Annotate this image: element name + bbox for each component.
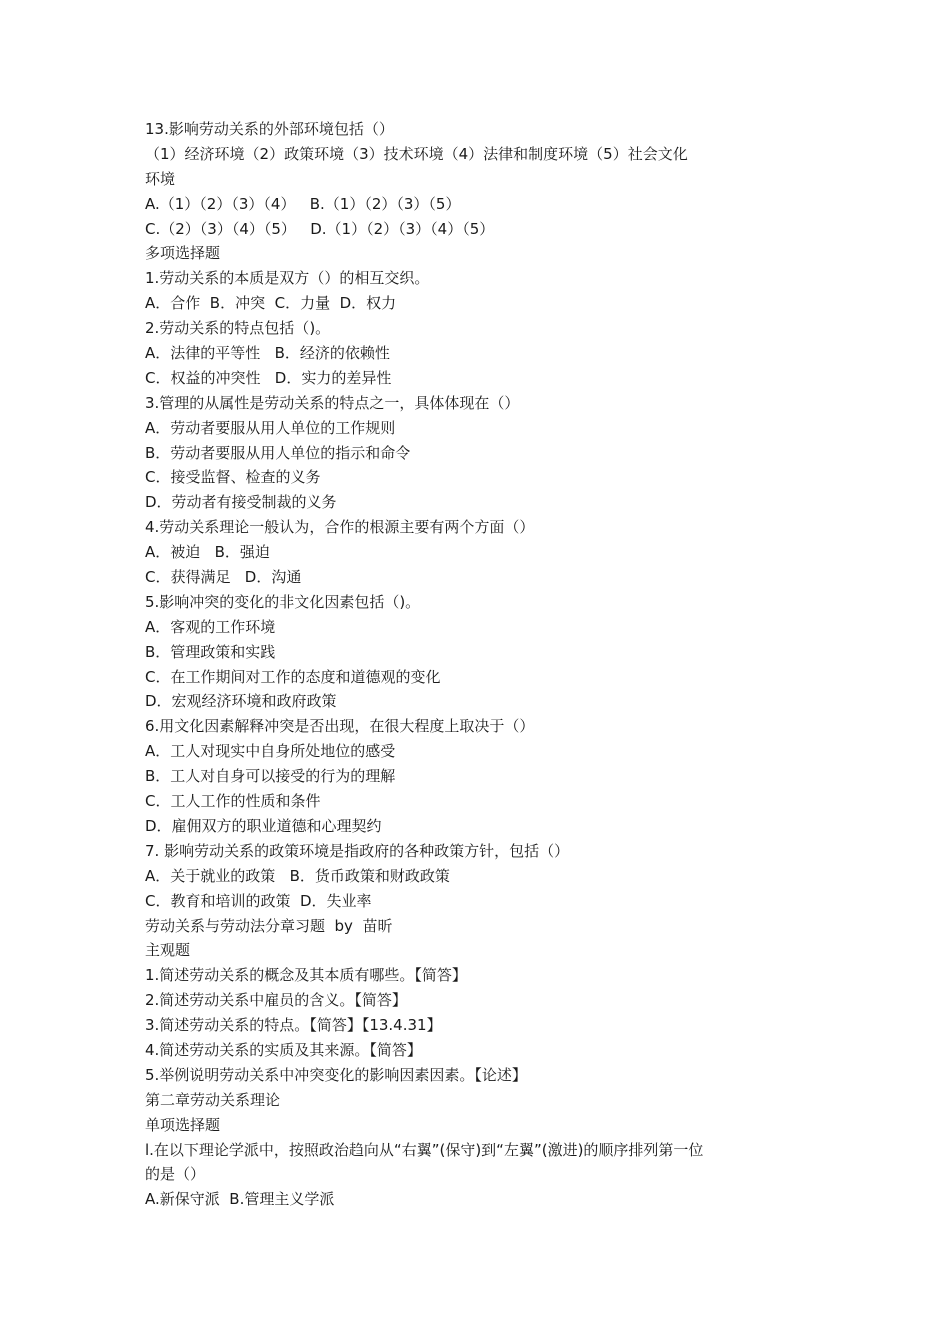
mc-question-5-option-b: B．管理政策和实践 xyxy=(145,642,276,661)
section-heading-single-choice: 单项选择题 xyxy=(145,1115,221,1134)
mc-question-5-stem: 5.影响冲突的变化的非文化因素包括（)。 xyxy=(145,592,421,611)
mc-question-5-option-d: D．宏观经济环境和政府政策 xyxy=(145,692,337,711)
sc-question-1-options-ab: A.新保守派 B.管理主义学派 xyxy=(145,1190,335,1209)
mc-question-4-options-ab: A．被迫 B．强迫 xyxy=(145,543,270,562)
mc-question-3-option-b: B．劳动者要服从用人单位的指示和命令 xyxy=(145,443,411,462)
subjective-question-4: 4.简述劳动关系的实质及其来源。【简答】 xyxy=(145,1040,422,1059)
subjective-question-3: 3.简述劳动关系的特点。【简答】【13.4.31】 xyxy=(145,1016,442,1035)
subjective-question-2: 2.简述劳动关系中雇员的含义。【简答】 xyxy=(145,991,407,1010)
mc-question-6-option-a: A．工人对现实中自身所处地位的感受 xyxy=(145,742,396,761)
section-heading-subjective: 主观题 xyxy=(145,941,191,960)
chapter-heading-2: 第二章劳动关系理论 xyxy=(145,1090,281,1109)
subjective-question-5: 5.举例说明劳动关系中冲突变化的影响因素因素。【论述】 xyxy=(145,1065,527,1084)
mc-question-2-options-cd: C．权益的冲突性 D．实力的差异性 xyxy=(145,368,392,387)
sc-question-1-stem: l.在以下理论学派中，按照政治趋向从“右翼”(保守)到“左翼”(激进)的顺序排列第一位 xyxy=(145,1140,704,1159)
question-13-items: （1）经济环境（2）政策环境（3）技术环境（4）法律和制度环境（5）社会文化 xyxy=(145,144,688,163)
question-13-options-cd: C.（2）（3）（4）（5） D.（1）（2）（3）（4）（5） xyxy=(145,219,495,238)
subjective-question-1: 1.简述劳动关系的概念及其本质有哪些。【简答】 xyxy=(145,966,467,985)
mc-question-7-options-ab: A．关于就业的政策 B．货币政策和财政政策 xyxy=(145,866,450,885)
mc-question-3-option-c: C．接受监督、检查的义务 xyxy=(145,468,321,487)
mc-question-6-option-b: B．工人对自身可以接受的行为的理解 xyxy=(145,767,396,786)
section-heading-multiple-choice: 多项选择题 xyxy=(145,244,221,263)
mc-question-3-option-a: A．劳动者要服从用人单位的工作规则 xyxy=(145,418,396,437)
mc-question-5-option-a: A．客观的工作环境 xyxy=(145,617,276,636)
question-13-items-continued: 环境 xyxy=(145,169,176,188)
mc-question-6-option-c: C．工人工作的性质和条件 xyxy=(145,792,321,811)
question-13-options-ab: A.（1）（2）（3）（4） B.（1）（2）（3）（5） xyxy=(145,194,461,213)
mc-question-2-options-ab: A．法律的平等性 B．经济的依赖性 xyxy=(145,344,390,363)
mc-question-7-stem: 7. 影响劳动关系的政策环境是指政府的各种政策方针，包括（） xyxy=(145,841,570,860)
mc-question-1-options: A．合作 B．冲突 C．力量 D．权力 xyxy=(145,294,397,313)
mc-question-3-option-d: D．劳动者有接受制裁的义务 xyxy=(145,493,337,512)
mc-question-4-stem: 4.劳动关系理论一般认为，合作的根源主要有两个方面（） xyxy=(145,518,535,537)
mc-question-4-options-cd: C．获得满足 D．沟通 xyxy=(145,568,302,587)
mc-question-1-stem: 1.劳动关系的本质是双方（）的相互交织。 xyxy=(145,269,430,288)
sc-question-1-stem-continued: 的是（） xyxy=(145,1165,206,1184)
question-13-stem: 13.影响劳动关系的外部环境包括（） xyxy=(145,120,394,138)
document-source-line: 劳动关系与劳动法分章习题 by 苗昕 xyxy=(145,916,393,935)
mc-question-2-stem: 2.劳动关系的特点包括（)。 xyxy=(145,319,331,338)
mc-question-6-stem: 6.用文化因素解释冲突是否出现，在很大程度上取决于（） xyxy=(145,717,535,736)
document-body xyxy=(145,117,805,1212)
mc-question-7-options-cd: C．教育和培训的政策 D．失业率 xyxy=(145,891,372,910)
mc-question-6-option-d: D．雇佣双方的职业道德和心理契约 xyxy=(145,816,382,835)
mc-question-5-option-c: C．在工作期间对工作的态度和道德观的变化 xyxy=(145,667,441,686)
mc-question-3-stem: 3.管理的从属性是劳动关系的特点之一，具体体现在（） xyxy=(145,393,520,412)
